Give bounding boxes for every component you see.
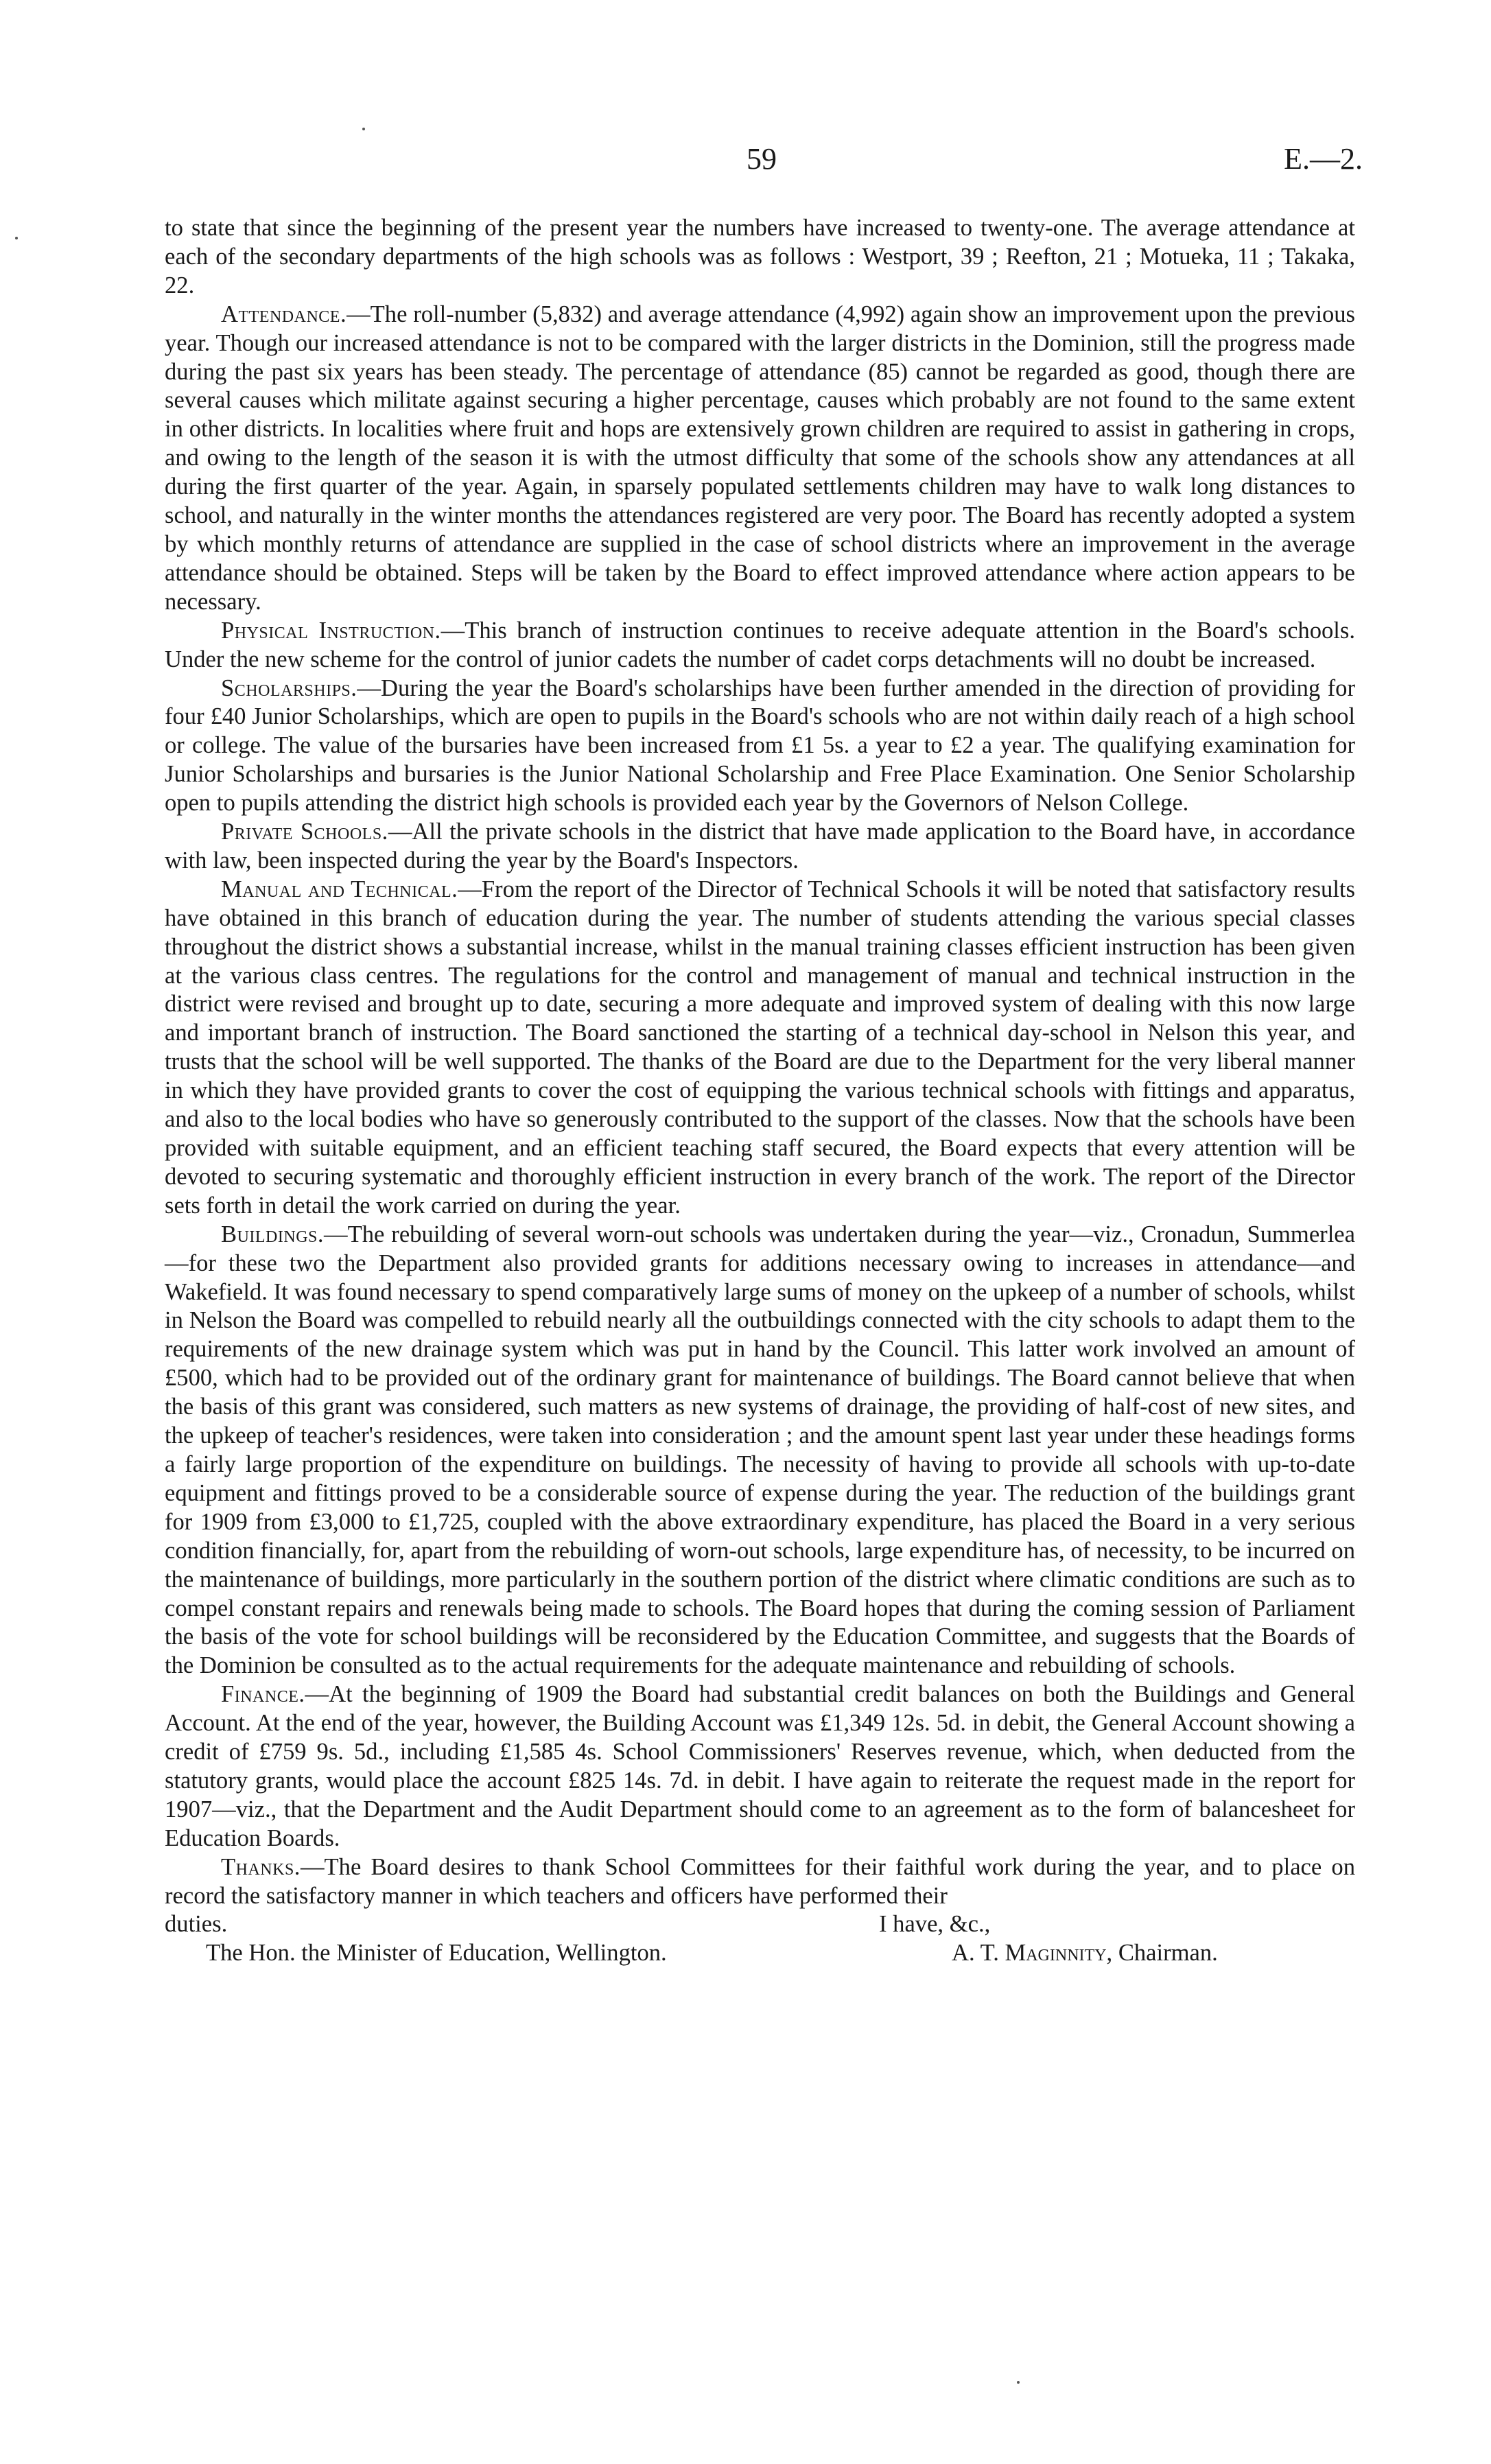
paragraph-heading: Attendance. [221,301,347,327]
paragraph-heading: Finance. [221,1681,305,1708]
paragraph-finance [165,1680,1355,1853]
paragraph-text: —The roll-number (5,832) and average attendance (4,992) again show an improvement upon the previous year. Though our increased attendance is not to be compared with the larger districts in the Dominion, still the progress made during the past six years has been steady. The percentage of attendance (85) cannot be regarded as good, though there are several causes which militate against securing a higher percentage, causes which probably are not found to the same extent in other districts. In localities where fruit and hops are extensively grown children are required to assist in gathering in crops, and owing to the length of the season it is with the utmost difficulty that some of the schools show any attendances at all during the first quarter of the year. Again, in sparsely populated settlements children may have to walk long distances to school, and naturally in the winter months the attendances registered are very poor. The Board has recently adopted a system by which monthly returns of attendance are supplied in the case of school districts where an improvement in the average attendance should be obtained. Steps will be taken by the Board to effect improved attendance where action appears to be necessary. [165,301,1355,615]
paragraph-physical-instruction [165,617,1355,674]
signatory-name: A. T. Maginnity [952,1940,1107,1967]
letter-closing [165,1910,1355,1968]
paragraph-heading: Private Schools. [221,819,388,845]
paragraph-heading: Thanks. [221,1853,301,1880]
paragraph-text: —The rebuilding of several worn-out schools was undertaken during the year—viz., Cronadun, Summerlea—for these two the Department also provided grants for additions necessary owing to increases in attendance—and Wakefield. It was found necessary to spend comparatively large sums of money on the upkeep of a number of schools, whilst in Nelson the Board was compelled to rebuild nearly all the outbuildings connected with the city schools to adapt them to the requirements of the new drainage system which was put in hand by the Council. This latter work involved an amount of £500, which had to be provided out of the ordinary grant for maintenance of buildings. The Board cannot believe that when the basis of this grant was considered, such matters as new systems of drainage, the providing of half-cost of new sites, and the upkeep of teacher's residences, were taken into consideration ; and the amount spent last year under these headings forms a fairly large proportion of the expenditure on buildings. The necessity of having to provide all schools with up-to-date equipment and fittings proved to be a considerable source of expense during the year. The reduction of the buildings grant for 1909 from £3,000 to £1,725, coupled with the above extraordinary expenditure, has placed the Board in a very serious condition financially, for, apart from the rebuilding of worn-out schools, large expenditure has, of necessity, to be incurred on the maintenance of buildings, more particularly in the southern portion of the district where climatic conditions are such as to compel constant repairs and renewals being made to schools. The Board hopes that during the coming session of Parliament the basis of the vote for school buildings will be reconsidered by the Education Committee, and suggests that the Boards of the Dominion be consulted as to the actual requirements for the adequate maintenance and rebuilding of schools. [165,1221,1355,1679]
paragraph-scholarships [165,674,1355,819]
signature-block [952,1939,1218,1968]
paragraph-text: —The Board desires to thank School Committees for their faithful work during the year, and to place on record the satisfactory manner in which teachers and officers have performed their [165,1853,1355,1909]
paragraph-manual-technical [165,876,1355,1221]
paragraph-text: to state that since the beginning of the present year the numbers have increased to twenty-one. The average attendance at each of the secondary departments of the high schools was as follows : Westport, 39 ; Reefton, 21 ; Motueka, 11 ; Takaka, 22. [165,215,1355,298]
paragraph-attendance [165,301,1355,617]
paragraph-text: —All the private schools in the district that have made application to the Board have, in accordance with law, been inspected during the year by the Board's Inspectors. [165,819,1355,873]
report-body [165,214,1355,1968]
paragraph-text: —From the report of the Director of Technical Schools it will be noted that satisfactory results have obtained in this branch of education during the year. The number of students attending the various special classes throughout the district shows a substantial increase, whilst in the manual training classes efficient instruction has been given at the various class centres. The regulations for the control and management of manual and technical instruction in the district were revised and brought up to date, securing a more adequate and improved system of dealing with this now large and important branch of instruction. The Board sanctioned the starting of a technical day-school in Nelson this year, and trusts that the school will be well supported. The thanks of the Board are due to the Department for the very liberal manner in which they have provided grants to cover the cost of equipping the various technical schools with fittings and apparatus, and also to the local bodies who have so generously contributed to the support of the classes. Now that the schools have been provided with suitable equipment, and an efficient teaching staff secured, the Board expects that every attention will be devoted to securing systematic and thoroughly efficient instruction in every branch of the work. The report of the Director sets forth in detail the work carried on during the year. [165,876,1355,1219]
paragraph-text: —This branch of instruction continues to receive adequate attention in the Board's schools. Under the new scheme for the control of junior cadets the number of cadet corps detachments will no doubt be increased. [165,617,1356,672]
document-reference: E.—2. [1284,142,1363,176]
paragraph-heading: Scholarships. [221,674,357,701]
paragraph-thanks [165,1853,1355,1911]
margin-dot [1017,2381,1020,2384]
addressee: The Hon. the Minister of Education, Wellington. [206,1940,667,1967]
paragraph-text: —At the beginning of 1909 the Board had substantial credit balances on both the Buildings and General Account. At the end of the year, however, the Building Account was £1,349 12s. 5d. in debit, the General Account showing a credit of £759 9s. 5d., including £1,585 4s. School Commissioners' Reserves revenue, which, when deducted from the statutory grants, would place the account £825 14s. 7d. in debit. I have again to reiterate the request made in the report for 1907—viz., that the Department and the Audit Department should come to an agreement as to the form of balancesheet for Education Boards. [165,1681,1355,1851]
paragraph-private-schools [165,818,1355,876]
paragraph-text: —During the year the Board's scholarships have been further amended in the direction of providing for four £40 Junior Scholarships, which are open to pupils in the Board's schools who are not within daily reach of a high school or college. The value of the bursaries have been increased from £1 5s. a year to £2 a year. The qualifying examination for Junior Scholarships and bursaries is the Junior National Scholarship and Free Place Examination. One Senior Scholarship open to pupils attending the district high schools is provided each year by the Governors of Nelson College. [165,674,1355,817]
paragraph-buildings [165,1221,1355,1681]
paragraph-continuation [165,214,1355,301]
margin-dot [15,237,18,239]
page-header [0,141,1491,183]
page-number: 59 [747,142,777,176]
paragraph-heading: Physical Instruction. [221,617,441,644]
margin-dot [362,128,365,130]
paragraph-heading: Manual and Technical. [221,876,458,902]
signatory-title: , Chairman. [1106,1940,1218,1967]
valediction: I have, &c., [879,1911,991,1938]
closing-last-word: duties. [165,1911,228,1938]
paragraph-heading: Buildings. [221,1221,325,1247]
